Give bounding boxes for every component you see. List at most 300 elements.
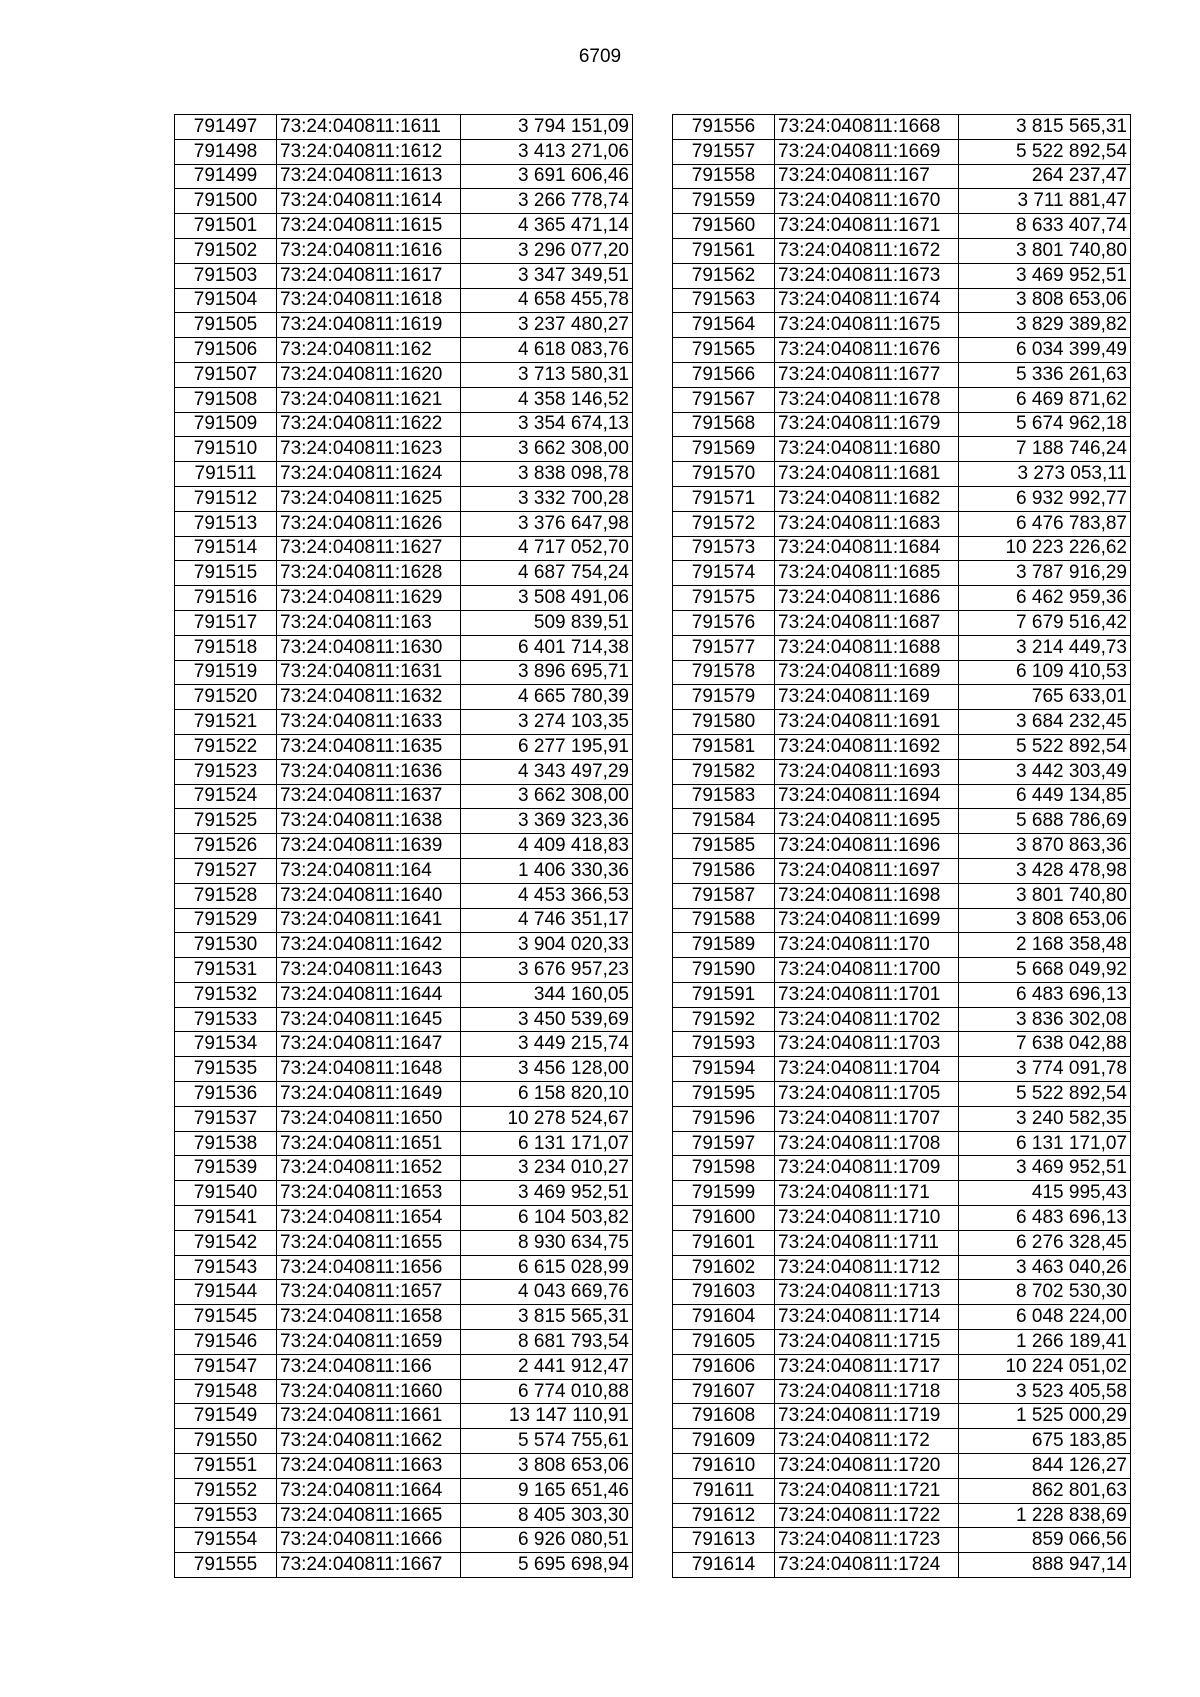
cadastral-value-cell: 4 343 497,29 (461, 759, 633, 784)
cadastral-number-cell: 73:24:040811:1685 (775, 561, 959, 586)
cadastral-value-cell: 3 234 010,27 (461, 1156, 633, 1181)
table-row (175, 189, 633, 214)
record-number-cell: 791568 (673, 412, 775, 437)
record-number-cell: 791558 (673, 164, 775, 189)
table-row (673, 486, 1131, 511)
record-number-cell: 791532 (175, 982, 277, 1007)
table-row (175, 437, 633, 462)
registry-table-left (174, 114, 633, 1578)
record-number-cell: 791513 (175, 511, 277, 536)
table-row (673, 462, 1131, 487)
cadastral-value-cell: 6 483 696,13 (959, 982, 1131, 1007)
cadastral-value-cell: 3 794 151,09 (461, 115, 633, 140)
cadastral-number-cell: 73:24:040811:1686 (775, 586, 959, 611)
record-number-cell: 791581 (673, 734, 775, 759)
cadastral-number-cell: 73:24:040811:1621 (277, 387, 461, 412)
cadastral-number-cell: 73:24:040811:1663 (277, 1454, 461, 1479)
record-number-cell: 791554 (175, 1528, 277, 1553)
cadastral-number-cell: 73:24:040811:1643 (277, 958, 461, 983)
cadastral-value-cell: 6 449 134,85 (959, 784, 1131, 809)
cadastral-value-cell: 3 808 653,06 (959, 908, 1131, 933)
record-number-cell: 791588 (673, 908, 775, 933)
table-row (175, 908, 633, 933)
cadastral-value-cell: 4 665 780,39 (461, 685, 633, 710)
record-number-cell: 791593 (673, 1032, 775, 1057)
record-number-cell: 791580 (673, 710, 775, 735)
table-row (673, 1429, 1131, 1454)
table-row (673, 1330, 1131, 1355)
cadastral-number-cell: 73:24:040811:1679 (775, 412, 959, 437)
record-number-cell: 791504 (175, 288, 277, 313)
cadastral-value-cell: 6 109 410,53 (959, 660, 1131, 685)
cadastral-number-cell: 73:24:040811:1698 (775, 883, 959, 908)
record-number-cell: 791544 (175, 1280, 277, 1305)
table-row (673, 1404, 1131, 1429)
table-row (673, 1181, 1131, 1206)
record-number-cell: 791537 (175, 1106, 277, 1131)
cadastral-value-cell: 3 237 480,27 (461, 313, 633, 338)
cadastral-number-cell: 73:24:040811:1615 (277, 214, 461, 239)
cadastral-value-cell: 5 688 786,69 (959, 809, 1131, 834)
cadastral-value-cell: 675 183,85 (959, 1429, 1131, 1454)
record-number-cell: 791538 (175, 1131, 277, 1156)
cadastral-number-cell: 73:24:040811:1649 (277, 1082, 461, 1107)
cadastral-number-cell: 73:24:040811:1625 (277, 486, 461, 511)
table-row (175, 1429, 633, 1454)
cadastral-number-cell: 73:24:040811:1612 (277, 139, 461, 164)
cadastral-number-cell: 73:24:040811:1674 (775, 288, 959, 313)
cadastral-number-cell: 73:24:040811:1651 (277, 1131, 461, 1156)
table-row (673, 1280, 1131, 1305)
table-row (175, 734, 633, 759)
cadastral-value-cell: 6 476 783,87 (959, 511, 1131, 536)
cadastral-value-cell: 4 043 669,76 (461, 1280, 633, 1305)
table-row (673, 1007, 1131, 1032)
record-number-cell: 791546 (175, 1330, 277, 1355)
record-number-cell: 791527 (175, 858, 277, 883)
table-row (175, 1280, 633, 1305)
record-number-cell: 791595 (673, 1082, 775, 1107)
cadastral-value-cell: 6 483 696,13 (959, 1206, 1131, 1231)
record-number-cell: 791590 (673, 958, 775, 983)
table-row (673, 759, 1131, 784)
table-row (175, 412, 633, 437)
record-number-cell: 791519 (175, 660, 277, 685)
cadastral-value-cell: 3 836 302,08 (959, 1007, 1131, 1032)
cadastral-value-cell: 4 358 146,52 (461, 387, 633, 412)
table-row (175, 933, 633, 958)
cadastral-value-cell: 3 428 478,98 (959, 858, 1131, 883)
cadastral-value-cell: 6 926 080,51 (461, 1528, 633, 1553)
page-number: 6709 (578, 46, 622, 67)
table-row (673, 1082, 1131, 1107)
table-row (673, 1206, 1131, 1231)
cadastral-number-cell: 73:24:040811:1638 (277, 809, 461, 834)
table-row (175, 1528, 633, 1553)
record-number-cell: 791574 (673, 561, 775, 586)
cadastral-number-cell: 73:24:040811:1689 (775, 660, 959, 685)
cadastral-number-cell: 73:24:040811:1704 (775, 1057, 959, 1082)
cadastral-value-cell: 5 522 892,54 (959, 139, 1131, 164)
record-number-cell: 791551 (175, 1454, 277, 1479)
record-number-cell: 791585 (673, 834, 775, 859)
cadastral-value-cell: 859 066,56 (959, 1528, 1131, 1553)
cadastral-value-cell: 4 618 083,76 (461, 338, 633, 363)
record-number-cell: 791515 (175, 561, 277, 586)
table-row (175, 1305, 633, 1330)
table-row (673, 511, 1131, 536)
cadastral-value-cell: 3 691 606,46 (461, 164, 633, 189)
table-row (175, 288, 633, 313)
cadastral-number-cell: 73:24:040811:1613 (277, 164, 461, 189)
table-row (673, 1379, 1131, 1404)
record-number-cell: 791560 (673, 214, 775, 239)
table-row (175, 809, 633, 834)
table-row (175, 1454, 633, 1479)
cadastral-number-cell: 73:24:040811:1682 (775, 486, 959, 511)
table-row (175, 511, 633, 536)
table-row (175, 1255, 633, 1280)
cadastral-value-cell: 4 365 471,14 (461, 214, 633, 239)
table-row (175, 1230, 633, 1255)
cadastral-number-cell: 73:24:040811:1624 (277, 462, 461, 487)
cadastral-value-cell: 3 296 077,20 (461, 238, 633, 263)
cadastral-number-cell: 73:24:040811:1630 (277, 635, 461, 660)
cadastral-number-cell: 73:24:040811:1658 (277, 1305, 461, 1330)
table-row (175, 1330, 633, 1355)
cadastral-value-cell: 3 273 053,11 (959, 462, 1131, 487)
cadastral-number-cell: 73:24:040811:1637 (277, 784, 461, 809)
record-number-cell: 791510 (175, 437, 277, 462)
table-row (175, 561, 633, 586)
cadastral-value-cell: 8 702 530,30 (959, 1280, 1131, 1305)
record-number-cell: 791589 (673, 933, 775, 958)
record-number-cell: 791505 (175, 313, 277, 338)
table-row (175, 238, 633, 263)
record-number-cell: 791541 (175, 1206, 277, 1231)
cadastral-value-cell: 3 838 098,78 (461, 462, 633, 487)
record-number-cell: 791561 (673, 238, 775, 263)
cadastral-value-cell: 3 808 653,06 (959, 288, 1131, 313)
table-row (175, 858, 633, 883)
cadastral-number-cell: 73:24:040811:1720 (775, 1454, 959, 1479)
cadastral-number-cell: 73:24:040811:1670 (775, 189, 959, 214)
cadastral-number-cell: 73:24:040811:1635 (277, 734, 461, 759)
cadastral-number-cell: 73:24:040811:1683 (775, 511, 959, 536)
record-number-cell: 791611 (673, 1478, 775, 1503)
cadastral-number-cell: 73:24:040811:1644 (277, 982, 461, 1007)
record-number-cell: 791553 (175, 1503, 277, 1528)
table-row (673, 437, 1131, 462)
record-number-cell: 791548 (175, 1379, 277, 1404)
table-row (673, 115, 1131, 140)
cadastral-value-cell: 13 147 110,91 (461, 1404, 633, 1429)
record-number-cell: 791573 (673, 536, 775, 561)
table-row (175, 685, 633, 710)
cadastral-value-cell: 6 034 399,49 (959, 338, 1131, 363)
record-number-cell: 791565 (673, 338, 775, 363)
table-row (175, 1156, 633, 1181)
cadastral-number-cell: 73:24:040811:1699 (775, 908, 959, 933)
cadastral-number-cell: 73:24:040811:1640 (277, 883, 461, 908)
cadastral-number-cell: 73:24:040811:1721 (775, 1478, 959, 1503)
cadastral-number-cell: 73:24:040811:1611 (277, 115, 461, 140)
cadastral-number-cell: 73:24:040811:1668 (775, 115, 959, 140)
table-row (175, 1106, 633, 1131)
cadastral-number-cell: 73:24:040811:1636 (277, 759, 461, 784)
cadastral-value-cell: 3 713 580,31 (461, 362, 633, 387)
cadastral-number-cell: 73:24:040811:1616 (277, 238, 461, 263)
record-number-cell: 791523 (175, 759, 277, 784)
cadastral-value-cell: 3 266 778,74 (461, 189, 633, 214)
cadastral-value-cell: 6 932 992,77 (959, 486, 1131, 511)
record-number-cell: 791549 (175, 1404, 277, 1429)
cadastral-number-cell: 73:24:040811:1696 (775, 834, 959, 859)
record-number-cell: 791597 (673, 1131, 775, 1156)
table-row (175, 834, 633, 859)
table-row (175, 784, 633, 809)
record-number-cell: 791566 (673, 362, 775, 387)
record-number-cell: 791503 (175, 263, 277, 288)
cadastral-number-cell: 73:24:040811:1618 (277, 288, 461, 313)
table-row (673, 238, 1131, 263)
table-row (673, 561, 1131, 586)
cadastral-number-cell: 73:24:040811:1623 (277, 437, 461, 462)
cadastral-number-cell: 73:24:040811:1697 (775, 858, 959, 883)
table-row (673, 1032, 1131, 1057)
record-number-cell: 791607 (673, 1379, 775, 1404)
cadastral-value-cell: 6 277 195,91 (461, 734, 633, 759)
cadastral-number-cell: 73:24:040811:1655 (277, 1230, 461, 1255)
cadastral-number-cell: 73:24:040811:167 (775, 164, 959, 189)
registry-table-right (672, 114, 1131, 1578)
cadastral-value-cell: 8 930 634,75 (461, 1230, 633, 1255)
cadastral-value-cell: 3 469 952,51 (959, 263, 1131, 288)
cadastral-number-cell: 73:24:040811:1650 (277, 1106, 461, 1131)
cadastral-value-cell: 8 405 303,30 (461, 1503, 633, 1528)
cadastral-value-cell: 415 995,43 (959, 1181, 1131, 1206)
table-row (175, 1404, 633, 1429)
table-row (673, 660, 1131, 685)
record-number-cell: 791586 (673, 858, 775, 883)
record-number-cell: 791507 (175, 362, 277, 387)
table-row (673, 288, 1131, 313)
cadastral-value-cell: 3 274 103,35 (461, 710, 633, 735)
record-number-cell: 791555 (175, 1553, 277, 1578)
cadastral-number-cell: 73:24:040811:1667 (277, 1553, 461, 1578)
cadastral-number-cell: 73:24:040811:1722 (775, 1503, 959, 1528)
cadastral-value-cell: 1 228 838,69 (959, 1503, 1131, 1528)
cadastral-value-cell: 3 469 952,51 (959, 1156, 1131, 1181)
cadastral-value-cell: 6 131 171,07 (959, 1131, 1131, 1156)
table-row (175, 1131, 633, 1156)
cadastral-number-cell: 73:24:040811:1718 (775, 1379, 959, 1404)
cadastral-number-cell: 73:24:040811:1665 (277, 1503, 461, 1528)
record-number-cell: 791528 (175, 883, 277, 908)
cadastral-value-cell: 3 829 389,82 (959, 313, 1131, 338)
record-number-cell: 791545 (175, 1305, 277, 1330)
cadastral-value-cell: 3 711 881,47 (959, 189, 1131, 214)
record-number-cell: 791610 (673, 1454, 775, 1479)
record-number-cell: 791601 (673, 1230, 775, 1255)
cadastral-number-cell: 73:24:040811:1642 (277, 933, 461, 958)
cadastral-value-cell: 6 104 503,82 (461, 1206, 633, 1231)
record-number-cell: 791578 (673, 660, 775, 685)
cadastral-number-cell: 73:24:040811:1622 (277, 412, 461, 437)
cadastral-value-cell: 3 449 215,74 (461, 1032, 633, 1057)
table-row (673, 809, 1131, 834)
cadastral-number-cell: 73:24:040811:1628 (277, 561, 461, 586)
record-number-cell: 791525 (175, 809, 277, 834)
cadastral-value-cell: 6 774 010,88 (461, 1379, 633, 1404)
cadastral-value-cell: 1 525 000,29 (959, 1404, 1131, 1429)
record-number-cell: 791605 (673, 1330, 775, 1355)
cadastral-value-cell: 3 369 323,36 (461, 809, 633, 834)
cadastral-number-cell: 73:24:040811:1684 (775, 536, 959, 561)
cadastral-number-cell: 73:24:040811:1695 (775, 809, 959, 834)
cadastral-value-cell: 4 658 455,78 (461, 288, 633, 313)
table-row (175, 710, 633, 735)
cadastral-value-cell: 8 681 793,54 (461, 1330, 633, 1355)
cadastral-value-cell: 344 160,05 (461, 982, 633, 1007)
cadastral-number-cell: 73:24:040811:1673 (775, 263, 959, 288)
cadastral-value-cell: 5 336 261,63 (959, 362, 1131, 387)
cadastral-number-cell: 73:24:040811:1677 (775, 362, 959, 387)
cadastral-number-cell: 73:24:040811:1662 (277, 1429, 461, 1454)
cadastral-number-cell: 73:24:040811:1712 (775, 1255, 959, 1280)
cadastral-value-cell: 3 787 916,29 (959, 561, 1131, 586)
table-row (175, 1206, 633, 1231)
table-row (673, 685, 1131, 710)
cadastral-value-cell: 6 615 028,99 (461, 1255, 633, 1280)
table-row (175, 313, 633, 338)
cadastral-number-cell: 73:24:040811:1705 (775, 1082, 959, 1107)
table-row (175, 462, 633, 487)
record-number-cell: 791559 (673, 189, 775, 214)
table-row (673, 958, 1131, 983)
cadastral-number-cell: 73:24:040811:1700 (775, 958, 959, 983)
table-row (175, 1553, 633, 1578)
cadastral-number-cell: 73:24:040811:1648 (277, 1057, 461, 1082)
cadastral-value-cell: 3 508 491,06 (461, 586, 633, 611)
cadastral-number-cell: 73:24:040811:1647 (277, 1032, 461, 1057)
record-number-cell: 791557 (673, 139, 775, 164)
cadastral-value-cell: 888 947,14 (959, 1553, 1131, 1578)
cadastral-value-cell: 3 662 308,00 (461, 784, 633, 809)
cadastral-number-cell: 73:24:040811:1702 (775, 1007, 959, 1032)
cadastral-value-cell: 3 354 674,13 (461, 412, 633, 437)
table-row (175, 1181, 633, 1206)
cadastral-number-cell: 73:24:040811:1661 (277, 1404, 461, 1429)
cadastral-value-cell: 264 237,47 (959, 164, 1131, 189)
cadastral-number-cell: 73:24:040811:1694 (775, 784, 959, 809)
record-number-cell: 791570 (673, 462, 775, 487)
table-row (673, 834, 1131, 859)
table-row (175, 1478, 633, 1503)
table-row (673, 982, 1131, 1007)
table-row (673, 1454, 1131, 1479)
table-row (175, 263, 633, 288)
record-number-cell: 791575 (673, 586, 775, 611)
record-number-cell: 791526 (175, 834, 277, 859)
cadastral-number-cell: 73:24:040811:1657 (277, 1280, 461, 1305)
cadastral-number-cell: 73:24:040811:1675 (775, 313, 959, 338)
record-number-cell: 791591 (673, 982, 775, 1007)
table-row (673, 784, 1131, 809)
cadastral-value-cell: 3 815 565,31 (959, 115, 1131, 140)
table-row (175, 982, 633, 1007)
cadastral-number-cell: 73:24:040811:1676 (775, 338, 959, 363)
table-row (673, 313, 1131, 338)
cadastral-number-cell: 73:24:040811:1619 (277, 313, 461, 338)
cadastral-value-cell: 3 808 653,06 (461, 1454, 633, 1479)
record-number-cell: 791614 (673, 1553, 775, 1578)
table-row (673, 1503, 1131, 1528)
cadastral-number-cell: 73:24:040811:1620 (277, 362, 461, 387)
cadastral-number-cell: 73:24:040811:1669 (775, 139, 959, 164)
cadastral-number-cell: 73:24:040811:1708 (775, 1131, 959, 1156)
cadastral-value-cell: 6 401 714,38 (461, 635, 633, 660)
table-row (175, 610, 633, 635)
record-number-cell: 791540 (175, 1181, 277, 1206)
cadastral-value-cell: 2 168 358,48 (959, 933, 1131, 958)
cadastral-number-cell: 73:24:040811:1666 (277, 1528, 461, 1553)
cadastral-value-cell: 3 413 271,06 (461, 139, 633, 164)
cadastral-number-cell: 73:24:040811:1660 (277, 1379, 461, 1404)
record-number-cell: 791608 (673, 1404, 775, 1429)
record-number-cell: 791512 (175, 486, 277, 511)
record-number-cell: 791502 (175, 238, 277, 263)
record-number-cell: 791516 (175, 586, 277, 611)
record-number-cell: 791571 (673, 486, 775, 511)
table-row (673, 1106, 1131, 1131)
cadastral-number-cell: 73:24:040811:1652 (277, 1156, 461, 1181)
record-number-cell: 791497 (175, 115, 277, 140)
record-number-cell: 791501 (175, 214, 277, 239)
record-number-cell: 791536 (175, 1082, 277, 1107)
record-number-cell: 791572 (673, 511, 775, 536)
cadastral-value-cell: 3 450 539,69 (461, 1007, 633, 1032)
cadastral-value-cell: 10 224 051,02 (959, 1354, 1131, 1379)
record-number-cell: 791603 (673, 1280, 775, 1305)
cadastral-value-cell: 3 801 740,80 (959, 238, 1131, 263)
cadastral-value-cell: 4 746 351,17 (461, 908, 633, 933)
table-row (175, 759, 633, 784)
record-number-cell: 791531 (175, 958, 277, 983)
cadastral-number-cell: 73:24:040811:1672 (775, 238, 959, 263)
cadastral-number-cell: 73:24:040811:1626 (277, 511, 461, 536)
table-row (673, 412, 1131, 437)
cadastral-value-cell: 3 801 740,80 (959, 883, 1131, 908)
cadastral-value-cell: 3 815 565,31 (461, 1305, 633, 1330)
record-number-cell: 791539 (175, 1156, 277, 1181)
record-number-cell: 791498 (175, 139, 277, 164)
table-row (673, 933, 1131, 958)
record-number-cell: 791524 (175, 784, 277, 809)
record-number-cell: 791508 (175, 387, 277, 412)
table-row (175, 635, 633, 660)
cadastral-number-cell: 73:24:040811:1614 (277, 189, 461, 214)
cadastral-number-cell: 73:24:040811:1703 (775, 1032, 959, 1057)
record-number-cell: 791522 (175, 734, 277, 759)
record-number-cell: 791604 (673, 1305, 775, 1330)
table-row (175, 486, 633, 511)
table-row (673, 1553, 1131, 1578)
cadastral-value-cell: 765 633,01 (959, 685, 1131, 710)
record-number-cell: 791594 (673, 1057, 775, 1082)
cadastral-value-cell: 3 456 128,00 (461, 1057, 633, 1082)
cadastral-value-cell: 3 870 863,36 (959, 834, 1131, 859)
